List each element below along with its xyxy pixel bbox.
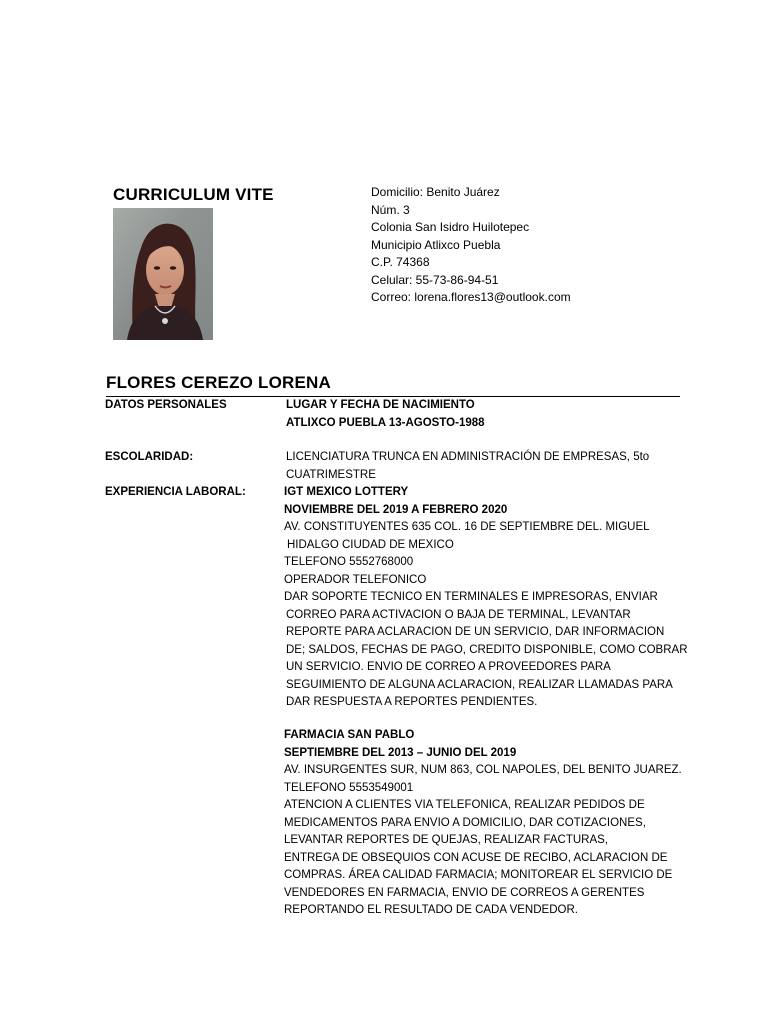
job-description-line: REPORTANDO EL RESULTADO DE CADA VENDEDOR. [284, 904, 578, 916]
experience-label: EXPERIENCIA LABORAL: [105, 486, 246, 498]
job-period: SEPTIEMBRE DEL 2013 – JUNIO DEL 2019 [284, 746, 517, 759]
birth-place-date: ATLIXCO PUEBLA 13-AGOSTO-1988 [286, 416, 485, 429]
job-description-line: CORREO PARA ACTIVACION O BAJA DE TERMINAL, LEVANTAR [286, 608, 631, 621]
job-san-pablo [284, 727, 682, 920]
job-phone: TELEFONO 5552768000 [284, 556, 414, 568]
contact-colony: Colonia San Isidro Huilotepec [371, 220, 530, 234]
personal-data-label: DATOS PERSONALES [105, 399, 227, 411]
job-description-line: DAR RESPUESTA A REPORTES PENDIENTES. [286, 696, 538, 708]
job-address-line: HIDALGO CIUDAD DE MEXICO [287, 538, 454, 551]
education-line: CUATRIMESTRE [286, 468, 376, 481]
job-description-line: ENTREGA DE OBSEQUIOS CON ACUSE DE RECIBO, ACLARACION DE [284, 851, 668, 864]
contact-phone: Celular: 55-73-86-94-51 [371, 272, 499, 287]
education-label: ESCOLARIDAD: [105, 451, 194, 463]
job-description-line: REPORTE PARA ACLARACION DE UN SERVICIO, DAR INFORMACION [286, 626, 665, 638]
contact-block [371, 184, 571, 307]
job-description-line: COMPRAS. ÁREA CALIDAD FARMACIA; MONITOREAR EL SERVICIO DE [284, 869, 673, 881]
job-description-line: DAR SOPORTE TECNICO EN TERMINALES E IMPRESORAS, ENVIAR [284, 591, 658, 603]
job-description-line: SEGUIMIENTO DE ALGUNA ACLARACION, REALIZAR LLAMADAS PARA [286, 678, 673, 691]
job-description-line: UN SERVICIO. ENVIO DE CORREO A PROVEEDORES PARA [286, 661, 611, 673]
education-line: LICENCIATURA TRUNCA EN ADMINISTRACIÓN DE EMPRESAS, 5to [286, 451, 650, 463]
job-description-line: ATENCION A CLIENTES VIA TELEFONICA, REALIZAR PEDIDOS DE [284, 799, 645, 811]
job-description-line: VENDEDORES EN FARMACIA, ENVIO DE CORREOS A GERENTES [284, 886, 645, 899]
job-description-line: MEDICAMENTOS PARA ENVIO A DOMICILIO, DAR COTIZACIONES, [284, 816, 646, 829]
job-igt [284, 484, 688, 712]
contact-email: Correo: lorena.flores13@outlook.com [371, 290, 571, 304]
profile-photo-image [113, 208, 213, 340]
job-description-line: DE; SALDOS, FECHAS DE PAGO, CREDITO DISPONIBLE, COMO COBRAR [286, 643, 688, 656]
job-position: OPERADOR TELEFONICO [284, 573, 427, 586]
job-description-line: LEVANTAR REPORTES DE QUEJAS, REALIZAR FACTURAS, [284, 834, 608, 846]
document-title: CURRICULUM VITE [113, 185, 274, 204]
contact-number: Núm. 3 [371, 202, 410, 217]
contact-municipality: Municipio Atlixco Puebla [371, 237, 501, 252]
job-period: NOVIEMBRE DEL 2019 A FEBRERO 2020 [284, 503, 508, 516]
job-company: IGT MEXICO LOTTERY [284, 486, 409, 498]
profile-photo [113, 208, 213, 340]
job-company: FARMACIA SAN PABLO [284, 729, 415, 741]
personal-data-content [286, 397, 485, 432]
candidate-name: FLORES CEREZO LORENA [106, 373, 332, 392]
job-phone: TELEFONO 5553549001 [284, 781, 414, 794]
birth-heading: LUGAR Y FECHA DE NACIMIENTO [286, 399, 475, 411]
job-address-line: AV. INSURGENTES SUR, NUM 863, COL NAPOLES, DEL BENITO JUAREZ. [284, 764, 682, 776]
job-address-line: AV. CONSTITUYENTES 635 COL. 16 DE SEPTIEMBRE DEL. MIGUEL [284, 521, 650, 533]
contact-postal-code: C.P. 74368 [371, 255, 430, 269]
education-content [286, 449, 649, 484]
contact-address: Domicilio: Benito Juárez [371, 185, 500, 199]
